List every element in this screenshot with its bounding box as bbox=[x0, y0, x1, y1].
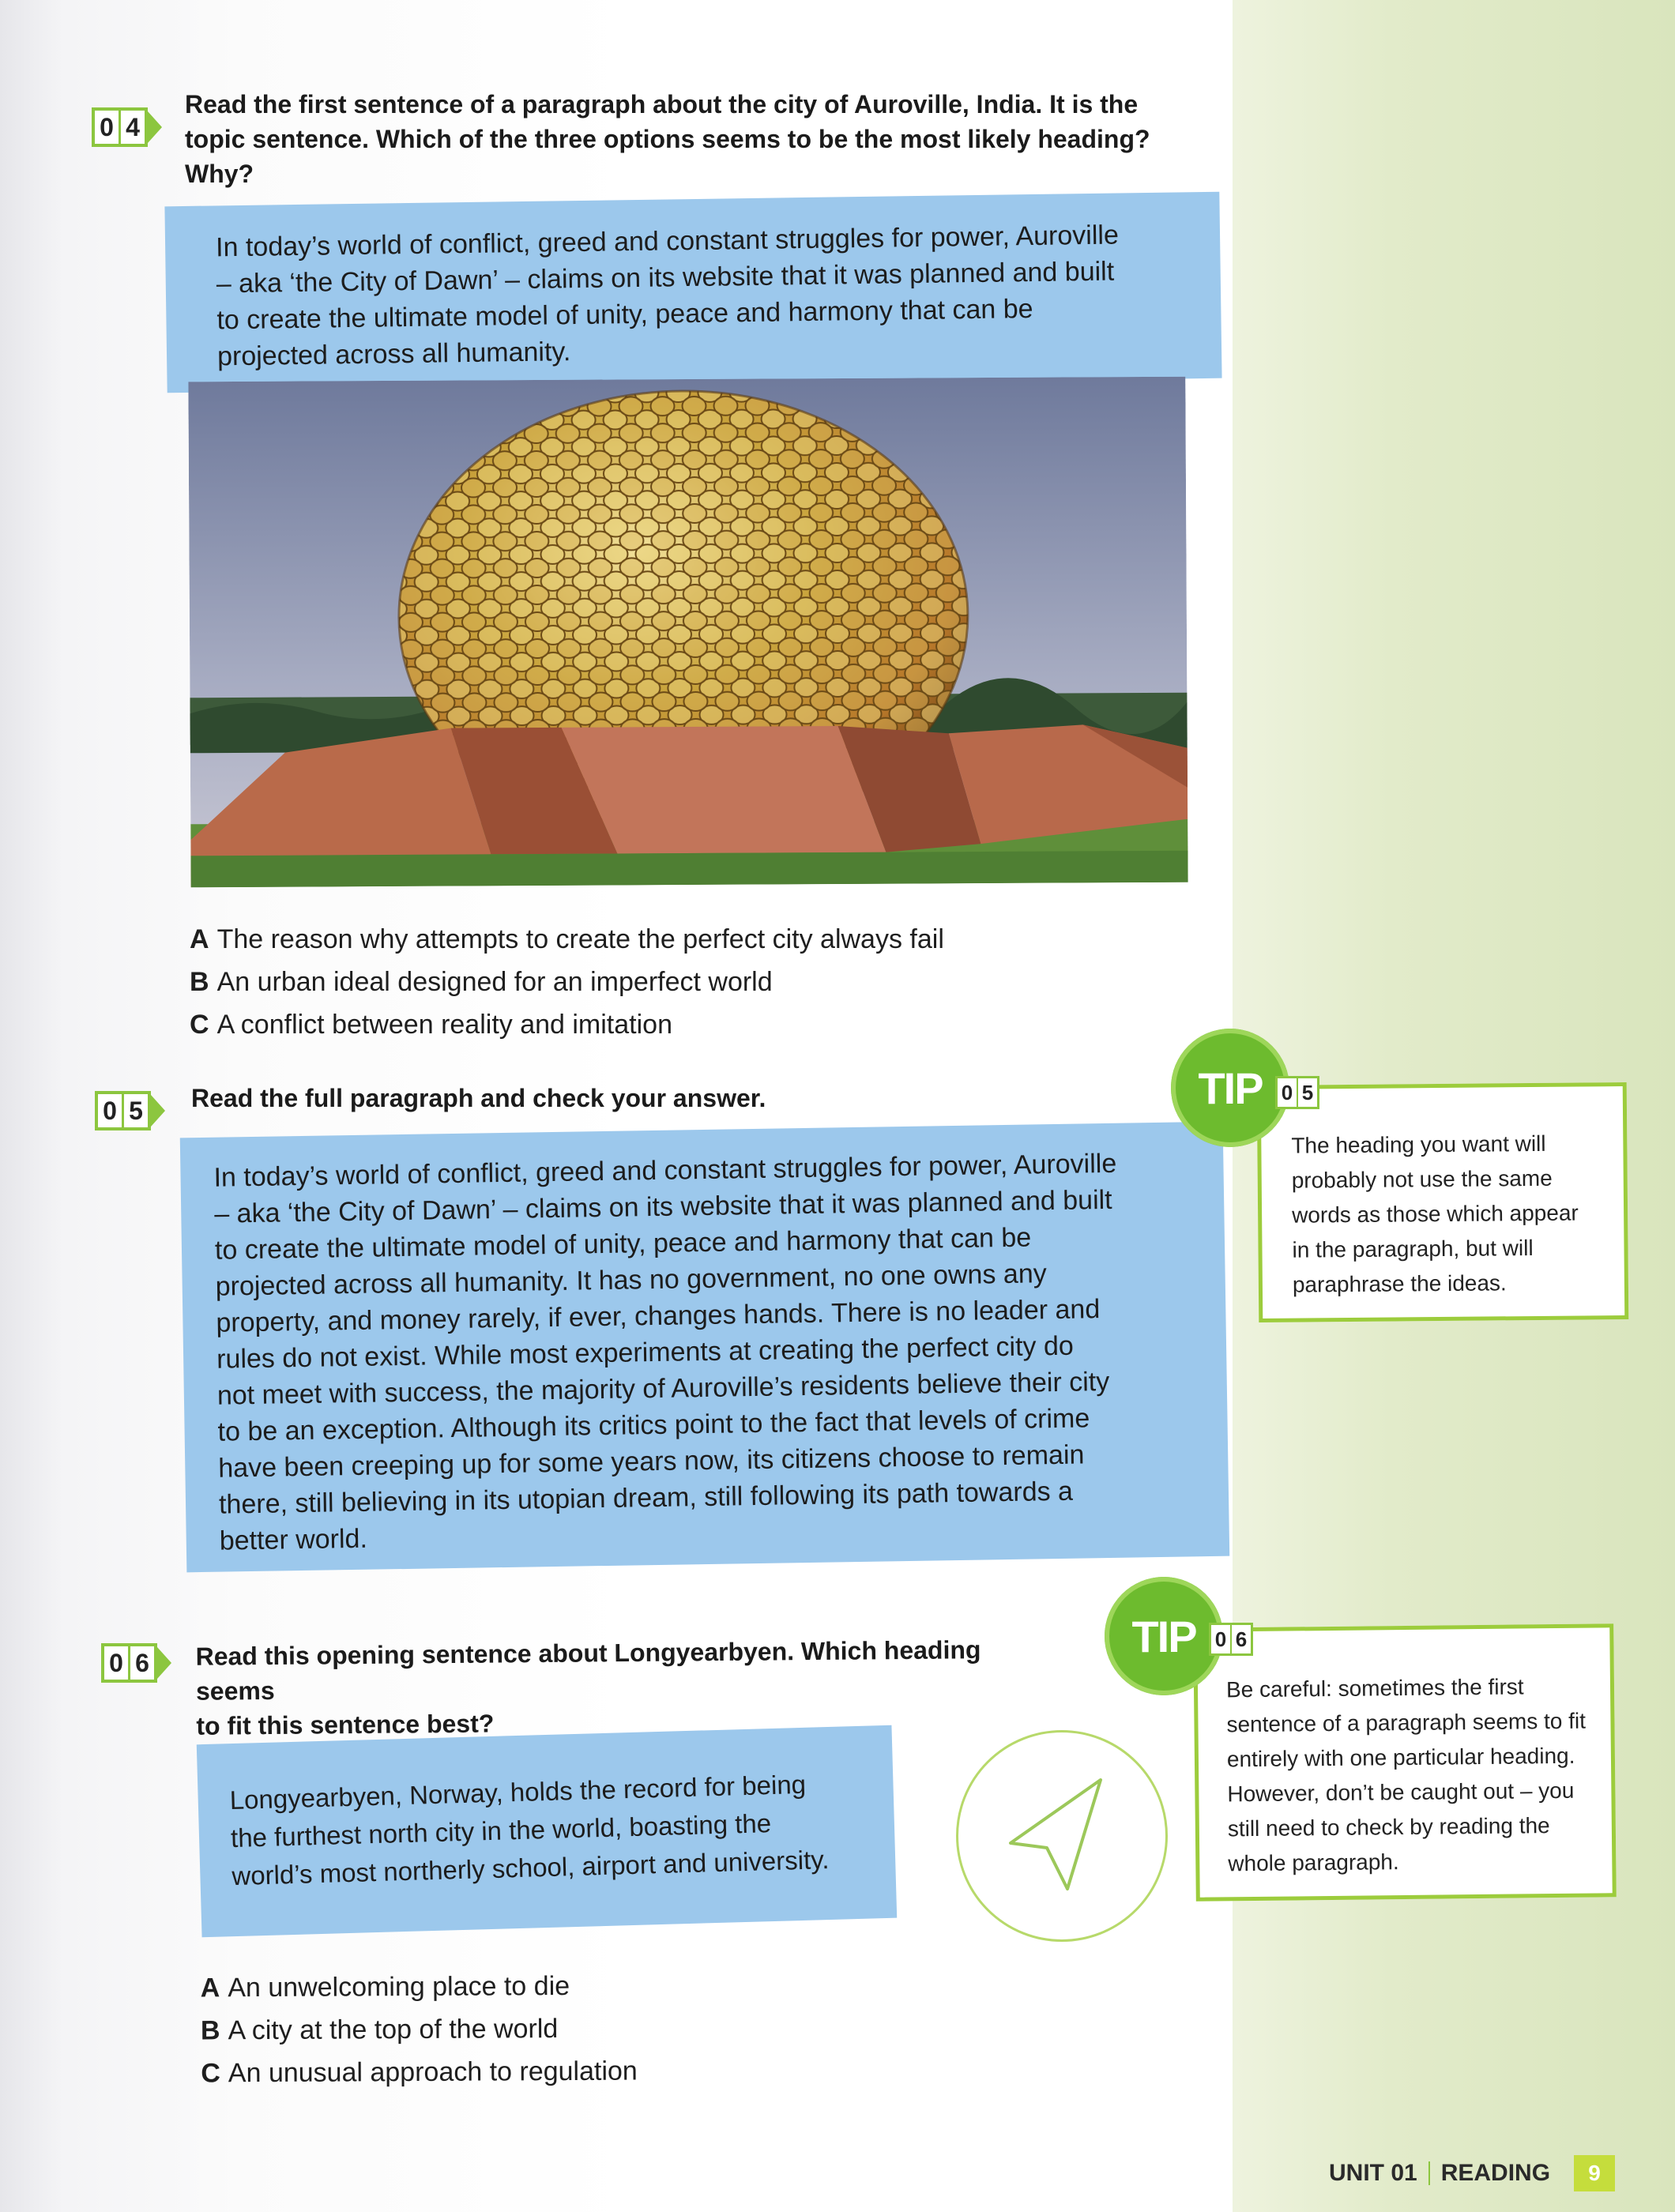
exercise-number-04 bbox=[92, 107, 162, 147]
passage-line: to be an exception. Although its critics point to the fact that levels of crime bbox=[217, 1403, 1090, 1447]
tip-05-box bbox=[1257, 1082, 1629, 1322]
tip-line: words as those which appear bbox=[1291, 1200, 1579, 1228]
option-text: A city at the top of the world bbox=[228, 2014, 559, 2046]
tip-digit: 6 bbox=[1230, 1625, 1251, 1653]
instruction-line: Why? bbox=[185, 160, 254, 188]
tip-line: However, don’t be caught out – you bbox=[1227, 1778, 1575, 1807]
passage-line: Longyearbyen, Norway, holds the record for being bbox=[229, 1769, 807, 1815]
compass-decoration bbox=[956, 1730, 1168, 1942]
passage-line: the furthest north city in the world, boasting the bbox=[230, 1808, 772, 1853]
exercise-06-options bbox=[201, 1965, 638, 2095]
option-a[interactable] bbox=[190, 918, 944, 961]
play-arrow-icon bbox=[151, 1095, 165, 1127]
play-arrow-icon bbox=[148, 111, 162, 143]
passage-line: property, and money rarely, if ever, changes hands. There is no leader and bbox=[216, 1294, 1101, 1338]
exercise-06-passage-box bbox=[197, 1725, 897, 1937]
passage-line: projected across all humanity. It has no government, no one owns any bbox=[215, 1258, 1047, 1302]
exercise-digit: 0 bbox=[100, 112, 114, 141]
tip-06-badge: TIP bbox=[1105, 1577, 1223, 1695]
tip-digit: 5 bbox=[1297, 1078, 1317, 1107]
auroville-matrimandir-photo bbox=[188, 377, 1188, 888]
tip-line: The heading you want will bbox=[1291, 1130, 1546, 1158]
passage-line: there, still believing in its utopian dream, still following its path towards a bbox=[218, 1476, 1074, 1520]
tip-line: Be careful: sometimes the first bbox=[1225, 1674, 1524, 1702]
instruction-line: Read this opening sentence about Longyearbyen. Which heading seems bbox=[195, 1635, 981, 1706]
option-c[interactable] bbox=[190, 1003, 944, 1046]
tip-05-badge: TIP bbox=[1171, 1029, 1289, 1147]
exercise-number-06 bbox=[101, 1643, 171, 1683]
option-a[interactable] bbox=[201, 1965, 638, 2010]
option-c[interactable] bbox=[201, 2050, 638, 2095]
passage-line: have been creeping up for some years now, its citizens choose to remain bbox=[218, 1439, 1085, 1484]
tip-line: whole paragraph. bbox=[1228, 1849, 1399, 1876]
play-arrow-icon bbox=[157, 1647, 171, 1679]
instruction-line: to fit this sentence best? bbox=[196, 1709, 495, 1740]
passage-line: not meet with success, the majority of Auroville’s residents believe their city bbox=[216, 1366, 1110, 1411]
option-text: An unwelcoming place to die bbox=[228, 1971, 570, 2003]
page-footer bbox=[1329, 2155, 1615, 2191]
passage-line: rules do not exist. While most experiments at creating the perfect city do bbox=[216, 1330, 1075, 1375]
tip-line: probably not use the same bbox=[1291, 1165, 1553, 1193]
exercise-digit: 0 bbox=[109, 1648, 123, 1677]
option-letter: C bbox=[190, 1010, 209, 1040]
passage-line: In today’s world of conflict, greed and constant struggles for power, Auroville bbox=[213, 1148, 1117, 1193]
tip-06-box bbox=[1193, 1623, 1617, 1902]
tip-05-number bbox=[1275, 1076, 1319, 1109]
exercise-digit: 0 bbox=[103, 1096, 117, 1125]
option-letter: A bbox=[190, 924, 209, 954]
tip-line: still need to check by reading the bbox=[1227, 1813, 1550, 1841]
option-letter: B bbox=[200, 2015, 220, 2046]
footer-section: READING bbox=[1440, 2160, 1551, 2186]
instruction-line: topic sentence. Which of the three options seems to be the most likely heading? bbox=[185, 125, 1150, 153]
passage-line: to create the ultimate model of unity, peace and harmony that can be bbox=[216, 293, 1033, 336]
passage-line: better world. bbox=[219, 1523, 368, 1556]
passage-line: projected across all humanity. bbox=[216, 337, 571, 372]
option-letter: C bbox=[201, 2058, 220, 2089]
passage-line: – aka ‘the City of Dawn’ – claims on its website that it was planned and built bbox=[216, 256, 1115, 299]
option-letter: A bbox=[200, 1973, 220, 2003]
option-text: A conflict between reality and imitation bbox=[216, 1010, 672, 1040]
tip-line: in the paragraph, but will bbox=[1292, 1236, 1534, 1262]
exercise-04-passage-box bbox=[164, 192, 1221, 393]
exercise-digit: 5 bbox=[122, 1094, 148, 1127]
footer-separator bbox=[1428, 2161, 1430, 2185]
footer-unit: UNIT 01 bbox=[1329, 2160, 1417, 2186]
option-text: An urban ideal designed for an imperfect world bbox=[216, 967, 773, 997]
option-letter: B bbox=[190, 967, 209, 997]
navigation-arrow-icon bbox=[958, 1732, 1165, 1939]
tip-line: paraphrase the ideas. bbox=[1292, 1270, 1507, 1297]
exercise-06-instruction bbox=[195, 1631, 1065, 1744]
exercise-04-options bbox=[190, 918, 944, 1046]
exercise-digit: 4 bbox=[119, 111, 145, 144]
passage-line: to create the ultimate model of unity, peace and harmony that can be bbox=[214, 1222, 1032, 1266]
option-text: An unusual approach to regulation bbox=[228, 2056, 638, 2089]
option-text: The reason why attempts to create the perfect city always fail bbox=[216, 924, 944, 954]
tip-line: sentence of a paragraph seems to fit bbox=[1226, 1708, 1587, 1737]
tip-digit: 0 bbox=[1281, 1080, 1293, 1104]
exercise-digit: 6 bbox=[128, 1646, 154, 1680]
passage-line: – aka ‘the City of Dawn’ – claims on its website that it was planned and built bbox=[213, 1184, 1112, 1229]
page-number: 9 bbox=[1574, 2155, 1615, 2191]
tip-line: entirely with one particular heading. bbox=[1226, 1743, 1575, 1772]
instruction-line: Read the first sentence of a paragraph about the city of Auroville, India. It is the bbox=[185, 90, 1139, 118]
passage-line: world’s most northerly school, airport and university. bbox=[231, 1845, 830, 1891]
passage-line: In today’s world of conflict, greed and constant struggles for power, Auroville bbox=[215, 220, 1120, 263]
tip-digit: 0 bbox=[1214, 1627, 1227, 1651]
exercise-04-instruction bbox=[185, 87, 1180, 191]
option-b[interactable] bbox=[190, 961, 944, 1003]
option-b[interactable] bbox=[201, 2007, 638, 2052]
exercise-05-passage-box bbox=[180, 1122, 1229, 1573]
exercise-number-05 bbox=[95, 1091, 165, 1130]
tip-06-number bbox=[1209, 1623, 1253, 1656]
exercise-05-instruction: Read the full paragraph and check your answer. bbox=[191, 1084, 766, 1112]
